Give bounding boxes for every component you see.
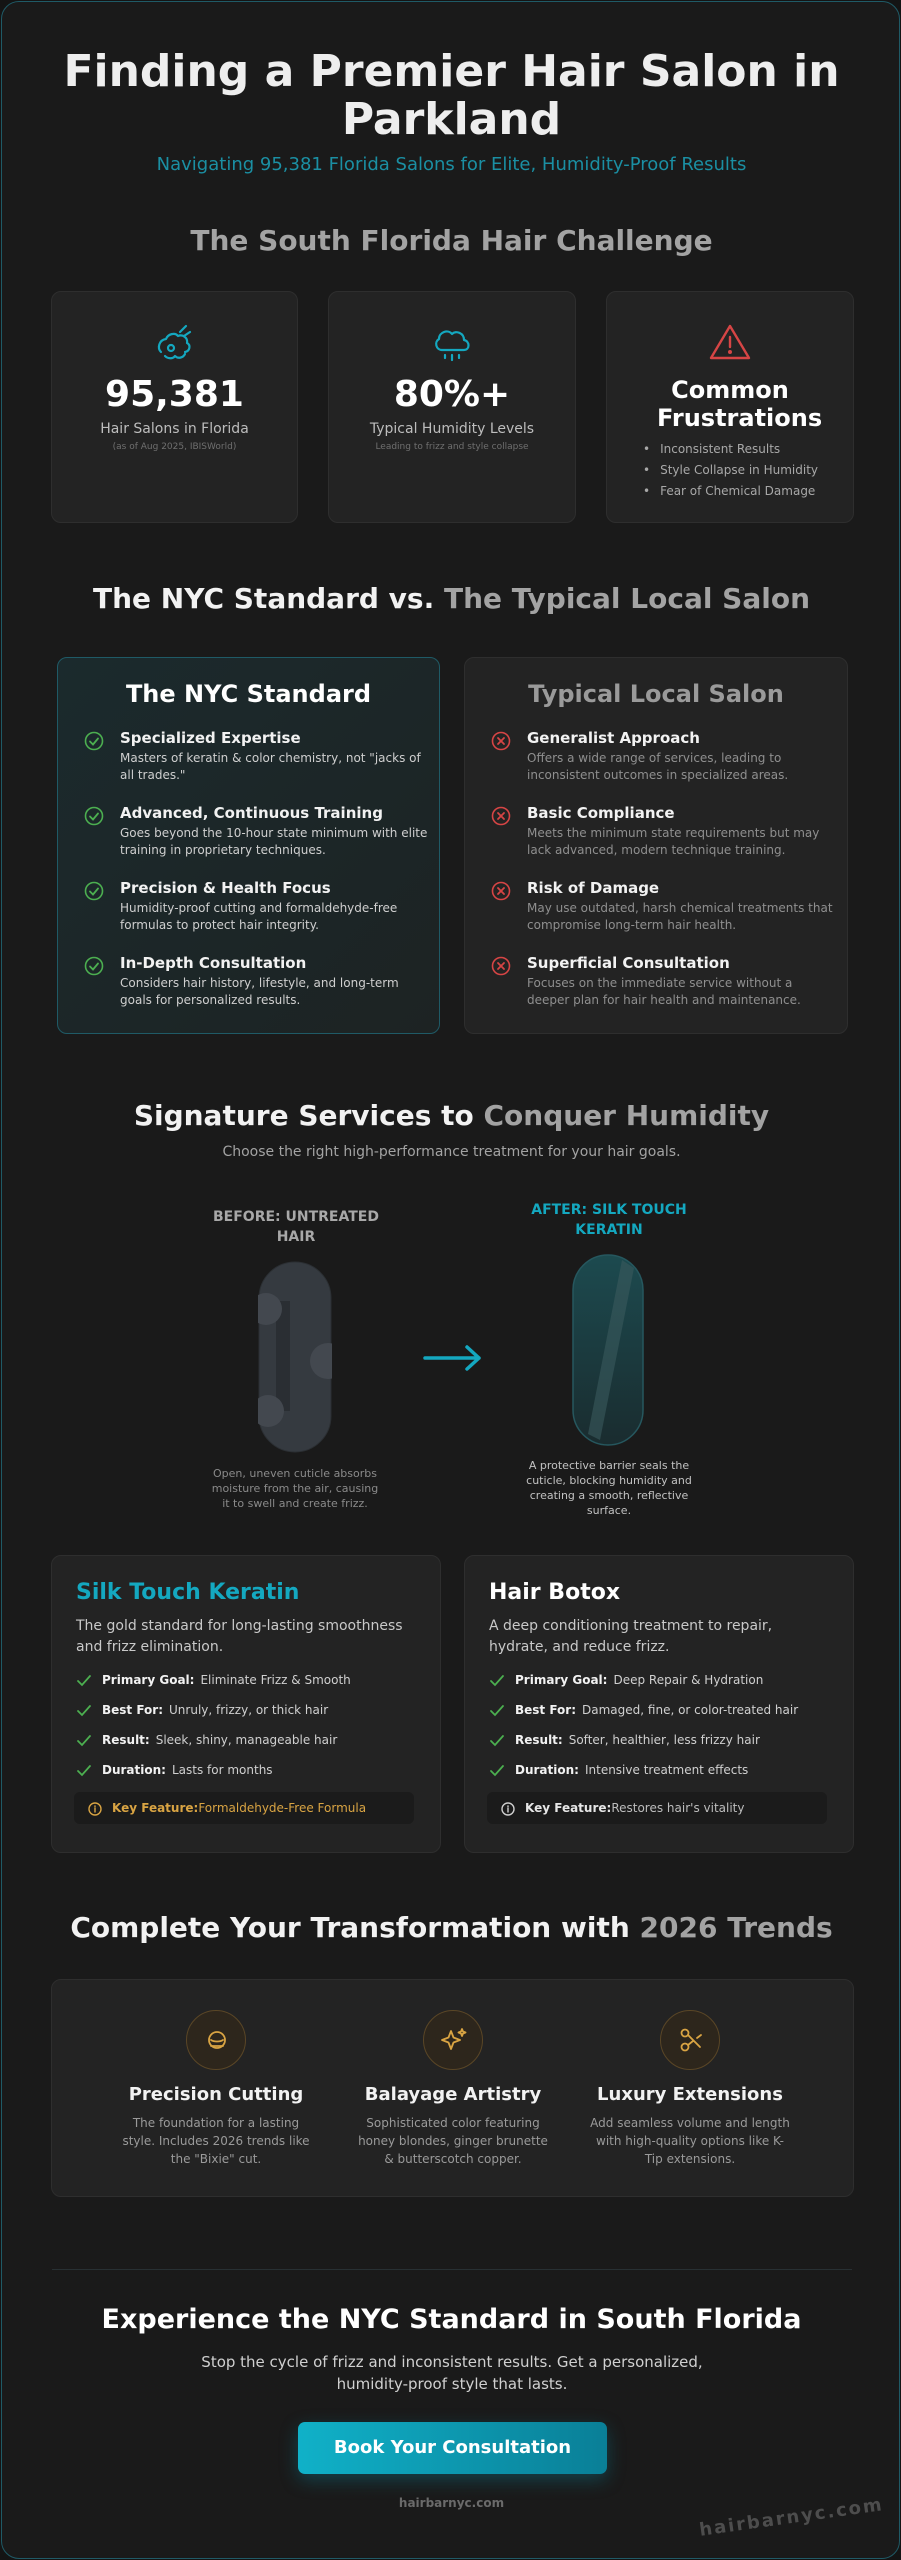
check-icon	[489, 1764, 505, 1778]
book-consultation-button[interactable]: Book Your Consultation	[298, 2422, 607, 2474]
cta-subtitle: Stop the cycle of frizz and inconsistent results. Get a personalized, humidity-proof style that lasts.	[201, 2353, 703, 2393]
x-circle-icon	[491, 881, 511, 901]
service-desc: A deep conditioning treatment to repair, hydrate, and reduce frizz.	[489, 1618, 773, 1655]
cta-title: Experience the NYC Standard in South Florida	[101, 2304, 802, 2335]
page-title: Finding a Premier Hair Salon in Parkland	[63, 46, 840, 145]
service-row: Best For: Unruly, frizzy, or thick hair	[76, 1703, 328, 1723]
trends-card: Precision Cutting The foundation for a lasting style. Includes 2026 trends like the "Bixie" cut. Balayage Artistry Sophisticated color featuring honey blondes, ginger brunette & butterscotch copper. Luxury Extensions Add seamless volume and length with high-quality options like K-Tip extensions.	[51, 1979, 854, 2197]
stat-card-humidity	[328, 291, 576, 523]
nyc-heading: The NYC Standard	[125, 680, 372, 708]
keratin-hair-strand	[572, 1254, 644, 1446]
hair-extension-icon	[660, 2010, 720, 2070]
info-icon	[501, 1802, 515, 1816]
list-item: • Inconsistent Results	[643, 442, 818, 463]
service-row: Primary Goal: Deep Repair & Hydration	[489, 1673, 763, 1693]
service-row: Duration: Lasts for months	[76, 1763, 273, 1783]
frustrations-list	[643, 442, 818, 505]
comparison-title: The NYC Standard vs. The Typical Local Salon	[92, 582, 811, 615]
challenge-title: The South Florida Hair Challenge	[190, 224, 713, 257]
service-row: Result: Sleek, shiny, manageable hair	[76, 1733, 337, 1753]
frustrations-card	[606, 291, 854, 523]
service-desc: The gold standard for long-lasting smoothness and frizz elimination.	[76, 1618, 403, 1655]
check-icon	[76, 1674, 92, 1688]
check-icon	[76, 1764, 92, 1778]
check-icon	[489, 1674, 505, 1688]
service-row: Best For: Damaged, fine, or color-treated hair	[489, 1703, 798, 1723]
trends-title: Complete Your Transformation with 2026 Trends	[70, 1911, 833, 1944]
stat-label: Hair Salons in Florida	[100, 421, 249, 437]
service-row: Primary Goal: Eliminate Frizz & Smooth	[76, 1673, 351, 1693]
stat-note: Leading to frizz and style collapse	[375, 442, 529, 452]
untreated-hair-strand	[258, 1261, 332, 1453]
list-item: • Style Collapse in Humidity	[643, 463, 818, 484]
arrow-right-icon	[423, 1344, 485, 1372]
service-title: Hair Botox	[489, 1580, 621, 1605]
services-subtitle: Choose the right high-performance treatment for your hair goals.	[222, 1144, 681, 1160]
x-circle-icon	[491, 806, 511, 826]
service-card-keratin	[51, 1555, 441, 1853]
salon-hair-icon	[52, 322, 297, 364]
local-salon-card: Typical Local Salon Generalist Approach Offers a wide range of services, leading to inconsistent outcomes in specialized areas. Basic Compliance Meets the minimum state requirements but may lack advanced, modern technique training. Risk of Damage May use outdated, harsh chemical treatments that compromise long-term hair health. Superficial Consultation Focuses on the immediate service without a deeper plan for hair health and maintenance.	[464, 657, 848, 1034]
check-icon	[76, 1704, 92, 1718]
infographic-frame	[1, 1, 900, 2559]
humidity-cloud-icon	[329, 322, 575, 364]
divider	[52, 2269, 852, 2270]
service-card-botox	[464, 1555, 854, 1853]
service-row: Duration: Intensive treatment effects	[489, 1763, 748, 1783]
frustrations-title: Common Frustrations	[657, 376, 823, 432]
check-circle-icon	[84, 806, 104, 826]
service-title: Silk Touch Keratin	[76, 1580, 300, 1605]
key-feature: Key Feature:Restores hair's vitality	[487, 1792, 827, 1824]
x-circle-icon	[491, 956, 511, 976]
page-subtitle: Navigating 95,381 Florida Salons for Elite, Humidity-Proof Results	[156, 154, 747, 175]
check-icon	[489, 1734, 505, 1748]
x-circle-icon	[491, 731, 511, 751]
stat-note: (as of Aug 2025, IBISWorld)	[112, 442, 237, 452]
list-item: • Fear of Chemical Damage	[643, 484, 818, 505]
nyc-standard-card: The NYC Standard Specialized Expertise Masters of keratin & color chemistry, not "jacks of all trades." Advanced, Continuous Training Goes beyond the 10-hour state minimum with elite training in proprietary techniques. Precision & Health Focus Humidity-proof cutting and formaldehyde-free formulas to protect hair integrity. In-Depth Consultation Considers hair history, lifestyle, and long-term goals for personalized results.	[57, 657, 440, 1034]
check-icon	[489, 1704, 505, 1718]
footer-domain[interactable]: hairbarnyc.com	[398, 2496, 505, 2510]
check-circle-icon	[84, 731, 104, 751]
services-title: Signature Services to Conquer Humidity	[133, 1099, 770, 1132]
stat-value: 80%+	[393, 374, 511, 415]
warning-icon	[607, 322, 853, 364]
check-circle-icon	[84, 881, 104, 901]
check-circle-icon	[84, 956, 104, 976]
watermark: hairbarnyc.com	[698, 2494, 885, 2541]
after-label: AFTER: SILK TOUCH KERATIN	[531, 1202, 687, 1238]
before-caption: Open, uneven cuticle absorbs moisture from the air, causing it to swell and create frizz.	[211, 1467, 379, 1510]
stat-label: Typical Humidity Levels	[369, 421, 535, 437]
stat-card-salons	[51, 291, 298, 523]
stat-value: 95,381	[105, 374, 244, 415]
before-label: BEFORE: UNTREATED HAIR	[213, 1209, 379, 1245]
service-row: Result: Softer, healthier, less frizzy hair	[489, 1733, 760, 1753]
info-icon	[88, 1802, 102, 1816]
scissors-icon	[186, 2010, 246, 2070]
check-icon	[76, 1734, 92, 1748]
sparkle-icon	[423, 2010, 483, 2070]
key-feature: Key Feature:Formaldehyde-Free Formula	[74, 1792, 414, 1824]
local-heading: Typical Local Salon	[528, 680, 784, 708]
after-caption: A protective barrier seals the cuticle, blocking humidity and creating a smooth, reflective surface.	[526, 1459, 692, 1517]
